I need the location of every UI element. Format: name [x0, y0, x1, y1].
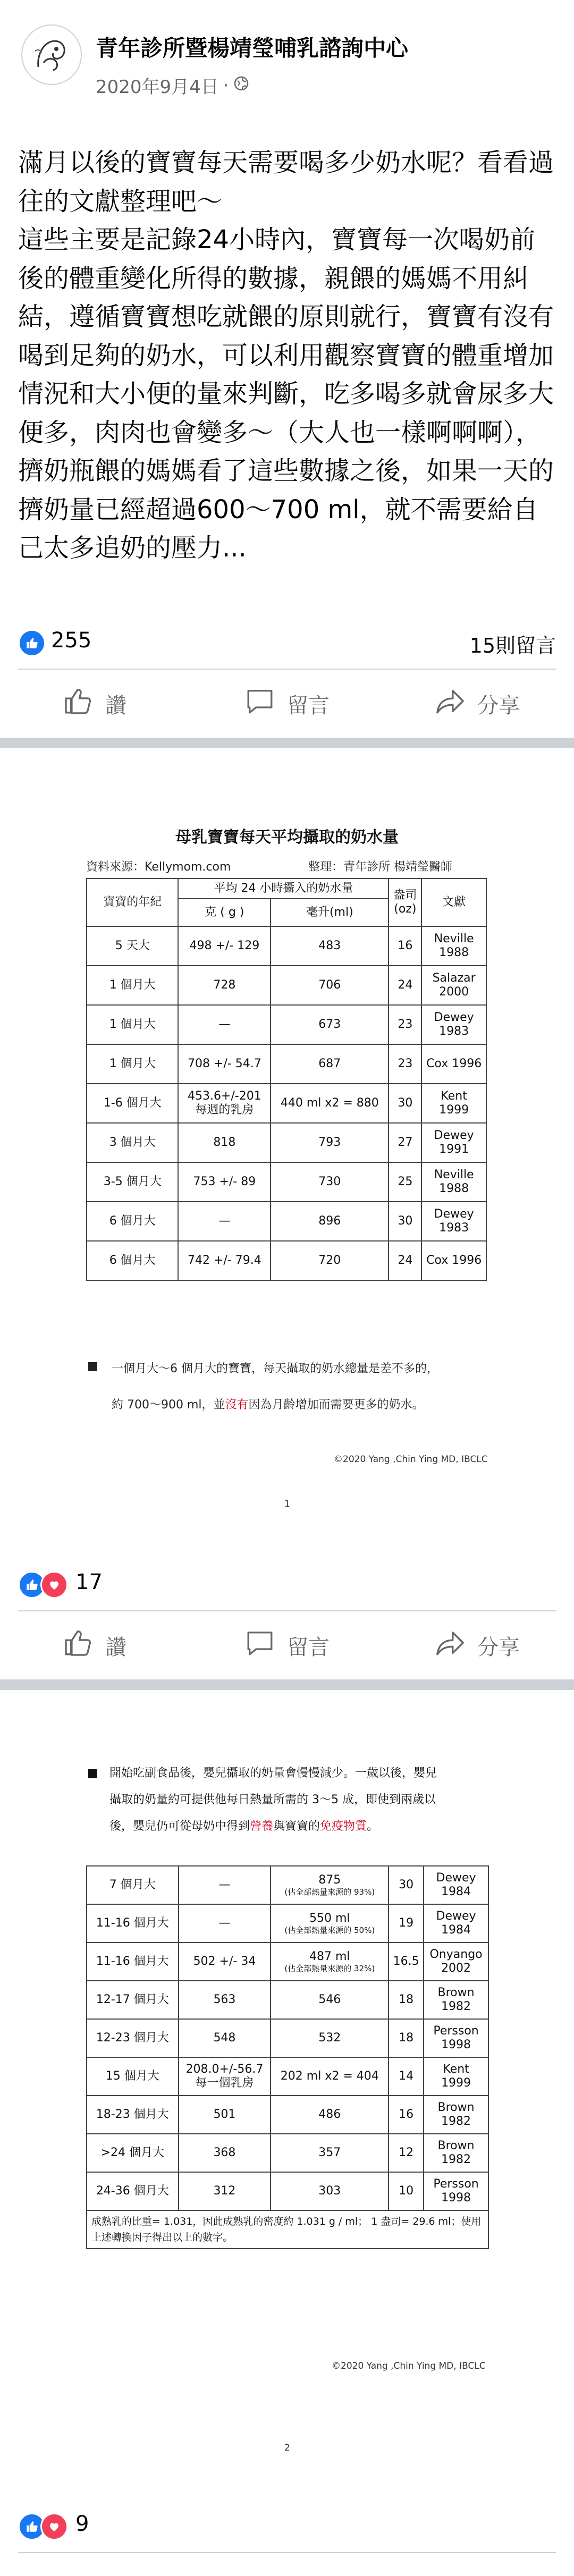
photo-1-action-row [0, 1610, 574, 1679]
like-label: 讚 [105, 693, 126, 718]
cell-ml: 687 [271, 1044, 389, 1084]
header-oz: 盎司 (oz) [389, 879, 421, 926]
cell-ref: Dewey 1983 [421, 1202, 486, 1241]
comment-label: 留言 [287, 1635, 330, 1660]
cell-g: 548 [179, 2019, 271, 2057]
cell-g: 728 [178, 966, 271, 1005]
cell-ref: Cox 1996 [421, 1241, 486, 1280]
cell-oz: 18 [389, 1981, 424, 2019]
table-footnote-row [87, 2210, 488, 2249]
cell-ml: 357 [271, 2134, 389, 2172]
like-label: 讚 [105, 1635, 126, 1660]
comment-bubble-icon [244, 1627, 275, 1663]
cell-ref: Brown 1982 [424, 2134, 488, 2172]
cell-age: 3 個月大 [87, 1123, 178, 1162]
cell-oz: 30 [389, 1084, 421, 1123]
cell-ml-note: (佔全部熱量來源的 32%) [284, 1964, 375, 1973]
comment-button[interactable] [244, 682, 330, 725]
cell-age: 1-6 個月大 [87, 1084, 178, 1123]
reaction-count[interactable]: 17 [75, 1570, 103, 1594]
table-row [87, 926, 486, 966]
page-number: 1 [284, 1499, 290, 1509]
share-arrow-icon [435, 1627, 466, 1663]
note-line-2b: 因為月齡增加而需要更多的奶水。 [248, 1398, 424, 1412]
cell-g: 502 +/- 34 [179, 1942, 271, 1981]
table-row [87, 2172, 488, 2210]
love-reaction-icon [40, 1571, 68, 1599]
comment-label: 留言 [287, 693, 330, 718]
table-row [87, 1123, 486, 1162]
cell-ml: 720 [271, 1241, 389, 1280]
cell-ml: 483 [271, 926, 389, 966]
globe-icon [233, 75, 249, 96]
cell-g: — [179, 1904, 271, 1942]
cell-age: 24-36 個月大 [87, 2172, 179, 2210]
cell-ref: Onyango 2002 [424, 1942, 488, 1981]
table-row [87, 2057, 488, 2096]
cell-age: 5 天大 [87, 926, 178, 966]
doc-compiler: 整理：青年診所 楊靖瑩醫師 [308, 860, 452, 874]
cell-ml: 546 [271, 1981, 389, 2019]
cell-ref: Dewey 1984 [424, 1866, 488, 1904]
avatar-logo-icon [22, 26, 81, 84]
share-button[interactable] [435, 1624, 520, 1667]
cell-age: 1 個月大 [87, 966, 178, 1005]
cell-oz: 16 [389, 2096, 424, 2134]
cell-oz: 30 [389, 1202, 421, 1241]
cell-age: 11-16 個月大 [87, 1942, 179, 1981]
cell-age: 6 個月大 [87, 1241, 178, 1280]
cell-oz: 12 [389, 2134, 424, 2172]
post-header [0, 0, 574, 101]
cell-oz: 18 [389, 2019, 424, 2057]
reaction-icons [18, 1571, 68, 1599]
cell-ref: Kent 1999 [424, 2057, 488, 2096]
cell-g: 498 +/- 129 [178, 926, 271, 966]
share-button[interactable] [435, 682, 520, 725]
cell-age: 7 個月大 [87, 1866, 179, 1904]
bullet-line-1: 開始吃副食品後，嬰兒攝取的奶量會慢慢減少。一歲以後，嬰兒 [109, 1767, 437, 1780]
cell-ml: 706 [271, 966, 389, 1005]
cell-ml: 202 ml x2 = 404 [271, 2057, 389, 2096]
cell-ml: 793 [271, 1123, 389, 1162]
table-row [87, 966, 486, 1005]
cell-g: — [178, 1202, 271, 1241]
cell-ml: 673 [271, 1005, 389, 1044]
cell-g: 818 [178, 1123, 271, 1162]
intake-table-2 [86, 1865, 489, 2249]
cell-g-note: 每週的乳房 [195, 1103, 254, 1117]
note-line-1: 一個月大～6 個月大的寶寶，每天攝取的奶水總量是差不多的， [112, 1362, 438, 1375]
cell-oz: 30 [389, 1866, 424, 1904]
cell-g-note: 每一個乳房 [195, 2076, 254, 2090]
comment-button[interactable] [244, 1624, 330, 1667]
comment-count[interactable]: 15則留言 [469, 634, 556, 657]
header-ml: 毫升(ml) [271, 899, 389, 926]
bullet-icon: ■ [87, 1767, 98, 1780]
photo-2[interactable] [0, 1690, 574, 2494]
cell-ref: Neville 1988 [421, 1162, 486, 1202]
cell-ref: Kent 1999 [421, 1084, 486, 1123]
cell-oz: 24 [389, 966, 421, 1005]
like-reaction-icon [18, 629, 46, 657]
cell-oz: 19 [389, 1904, 424, 1942]
meta-separator: · [223, 74, 229, 96]
page-name[interactable]: 青年診所暨楊靖瑩哺乳諮詢中心 [96, 35, 409, 61]
divider [18, 669, 556, 670]
table-row [87, 1942, 488, 1981]
cell-ref: Brown 1982 [424, 2096, 488, 2134]
cell-ml-value: 487 ml [309, 1950, 350, 1963]
table-row [87, 1202, 486, 1241]
cell-ml: 303 [271, 2172, 389, 2210]
table-row [87, 1981, 488, 2019]
photo-1[interactable] [0, 748, 574, 1552]
bullet-line-3-mid: 與寶寶的 [273, 1820, 320, 1833]
cell-ml [271, 1866, 389, 1904]
post-action-row [0, 669, 574, 738]
cell-ref: Dewey 1983 [421, 1005, 486, 1044]
table-row [87, 2134, 488, 2172]
page-number: 2 [284, 2443, 290, 2453]
cell-g [178, 1084, 271, 1123]
cell-oz: 25 [389, 1162, 421, 1202]
cell-age: 11-16 個月大 [87, 1904, 179, 1942]
cell-age: 1 個月大 [87, 1044, 178, 1084]
highlight-nutrition: 營養 [250, 1820, 274, 1833]
reaction-icons [18, 629, 46, 657]
share-label: 分享 [477, 693, 520, 718]
post-date[interactable]: 2020年9月4日 [96, 77, 219, 98]
cell-oz: 27 [389, 1123, 421, 1162]
doc-source: 資料來源：Kellymom.com [86, 860, 231, 874]
post-text [18, 143, 556, 568]
cell-g: 312 [179, 2172, 271, 2210]
cell-age: 18-23 個月大 [87, 2096, 179, 2134]
cell-g-value: 453.6+/-201 [187, 1089, 261, 1103]
cell-oz: 23 [389, 1044, 421, 1084]
bullet-line-3-end: 。 [367, 1820, 379, 1833]
cell-g: 742 +/- 79.4 [178, 1241, 271, 1280]
like-button[interactable] [63, 682, 126, 725]
cell-ml-value: 875 [318, 1873, 341, 1887]
cell-oz: 14 [389, 2057, 424, 2096]
cell-ml: 896 [271, 1202, 389, 1241]
table-row [87, 1084, 486, 1123]
cell-age: 12-23 個月大 [87, 2019, 179, 2057]
cell-g: 368 [179, 2134, 271, 2172]
cell-g: 501 [179, 2096, 271, 2134]
intake-table-1 [86, 878, 487, 1281]
cell-age: 3-5 個月大 [87, 1162, 178, 1202]
photo-2-reactions-bar[interactable] [0, 2504, 574, 2547]
cell-ml-value: 550 ml [309, 1912, 350, 1925]
cell-ref: Brown 1982 [424, 1981, 488, 2019]
table-row [87, 1904, 488, 1942]
post-meta [96, 72, 249, 98]
page-avatar[interactable] [21, 24, 82, 85]
cell-g: 563 [179, 1981, 271, 2019]
bullet-paragraph [109, 1760, 492, 1840]
cell-ml: 486 [271, 2096, 389, 2134]
cell-g: 708 +/- 54.7 [178, 1044, 271, 1084]
cell-oz: 16 [389, 926, 421, 966]
cell-oz: 16.5 [389, 1942, 424, 1981]
cell-g: — [179, 1866, 271, 1904]
bullet-line-2: 攝取的奶量約可提供他每日熱量所需的 3～5 成，即使到兩歲以 [109, 1793, 436, 1806]
cell-ref: Persson 1998 [424, 2172, 488, 2210]
cell-oz: 10 [389, 2172, 424, 2210]
cell-ml [271, 1904, 389, 1942]
divider [18, 2552, 556, 2553]
cell-oz: 24 [389, 1241, 421, 1280]
table-row [87, 2019, 488, 2057]
table-row [87, 1044, 486, 1084]
table-row [87, 1005, 486, 1044]
cell-ml: 532 [271, 2019, 389, 2057]
post-reactions-bar[interactable] [0, 621, 574, 663]
table-row [87, 1162, 486, 1202]
share-arrow-icon [435, 686, 466, 722]
love-reaction-icon [40, 2513, 68, 2540]
post-text-paragraph: 滿月以後的寶寶每天需要喝多少奶水呢？看看過往的文獻整理吧～ [18, 148, 554, 216]
photo-2-action-row [0, 2552, 574, 2576]
cell-ml-note: (佔全部熱量來源的 50%) [284, 1925, 375, 1935]
bullet-line-3a: 後，嬰兒仍可從母奶中得到 [109, 1820, 250, 1833]
cell-ml: 440 ml x2 = 880 [271, 1084, 389, 1123]
bullet-icon: ■ [87, 1359, 98, 1373]
cell-g: 753 +/- 89 [178, 1162, 271, 1202]
note-line-2a: 約 700～900 ml，並 [112, 1398, 225, 1412]
note-highlight: 沒有 [225, 1398, 249, 1412]
cell-age: 6 個月大 [87, 1202, 178, 1241]
cell-age: 1 個月大 [87, 1005, 178, 1044]
table-row [87, 2096, 488, 2134]
photo-1-reactions-bar[interactable] [0, 1563, 574, 1605]
copyright: ©2020 Yang ,Chin Ying MD, IBCLC [334, 1454, 488, 1465]
like-button[interactable] [63, 1624, 126, 1667]
cell-age: >24 個月大 [87, 2134, 179, 2172]
header-grams: 克 ( g ) [178, 899, 271, 926]
table-row [87, 1241, 486, 1280]
cell-age: 15 個月大 [87, 2057, 179, 2096]
cell-ml: 730 [271, 1162, 389, 1202]
cell-ref: Salazar 2000 [421, 966, 486, 1005]
divider [18, 1610, 556, 1611]
cell-g [179, 2057, 271, 2096]
doc-title: 母乳寶寶每天平均攝取的奶水量 [175, 828, 399, 847]
cell-age: 12-17 個月大 [87, 1981, 179, 2019]
cell-g: — [178, 1005, 271, 1044]
cell-ref: Neville 1988 [421, 926, 486, 966]
note-line-2 [112, 1396, 424, 1412]
cell-ref: Dewey 1991 [421, 1123, 486, 1162]
comment-bubble-icon [244, 686, 275, 722]
header-intake-group: 平均 24 小時攝入的奶水量 [178, 879, 389, 899]
thumbs-up-icon [63, 686, 94, 722]
share-label: 分享 [477, 1635, 520, 1660]
highlight-immunity: 免疫物質 [320, 1820, 367, 1833]
reaction-icons [18, 2513, 68, 2540]
table-row [87, 1866, 488, 1904]
table-footnote: 成熟乳的比重= 1.031，因此成熟乳的密度約 1.031 g / ml； 1 盎司= 29.6 ml；使用上述轉換因子得出以上的數字。 [87, 2210, 488, 2249]
thumbs-up-icon [63, 1627, 94, 1663]
section-separator [0, 738, 574, 748]
cell-ml-note: (佔全部熱量來源的 93%) [284, 1887, 375, 1897]
reaction-count[interactable]: 9 [75, 2512, 89, 2536]
cell-ref: Cox 1996 [421, 1044, 486, 1084]
reaction-count[interactable]: 255 [51, 628, 92, 653]
copyright: ©2020 Yang ,Chin Ying MD, IBCLC [332, 2361, 486, 2371]
cell-ref: Dewey 1984 [424, 1904, 488, 1942]
cell-ml [271, 1942, 389, 1981]
section-separator [0, 1679, 574, 1690]
bullet-line-3 [109, 1813, 492, 1840]
header-ref: 文獻 [421, 879, 486, 926]
post-text-paragraph: 這些主要是記錄24小時內，寶寶每一次喝奶前後的體重變化所得的數據，親餵的媽媽不用糾結，遵循寶寶想吃就餵的原則就行，寶寶有沒有喝到足夠的奶水，可以利用觀察寶寶的體重增加情況和大小便的量來判斷，吃多喝多就會尿多大便多，肉肉也會變多～（大人也一樣啊啊啊），擠奶瓶餵的媽媽看了這些數據之後，如果一天的擠奶量已經超過600～700 ml，就不需要給自己太多追奶的壓力... [18, 225, 554, 563]
cell-oz: 23 [389, 1005, 421, 1044]
cell-g-value: 208.0+/-56.7 [185, 2063, 264, 2076]
header-age: 寶寶的年紀 [87, 879, 178, 926]
cell-ref: Persson 1998 [424, 2019, 488, 2057]
